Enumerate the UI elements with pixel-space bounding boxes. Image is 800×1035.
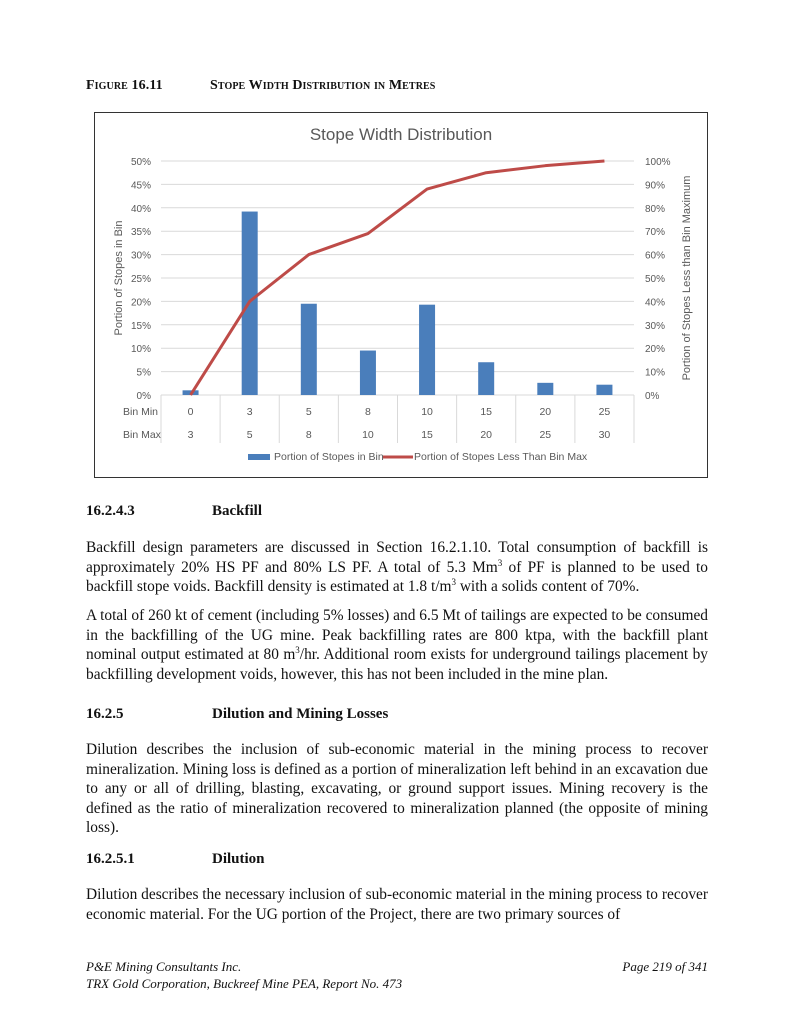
table-cell: 25 — [539, 429, 552, 441]
bar — [360, 351, 376, 395]
y-right-tick-label: 10% — [645, 367, 666, 379]
y-tick-label: 0% — [136, 391, 151, 402]
table-cell: 3 — [187, 429, 194, 441]
y-tick-label: 40% — [130, 203, 151, 215]
y-tick-label: 45% — [130, 180, 151, 192]
legend-line-label: Portion of Stopes Less Than Bin Max — [414, 451, 588, 463]
table-cell: 8 — [365, 406, 371, 418]
footer-page-number: Page 219 of 341 — [622, 959, 708, 974]
bar — [301, 304, 317, 395]
section-heading-dilution: 16.2.5.1 Dilution — [86, 851, 265, 867]
table-cell: 3 — [246, 406, 253, 418]
y-tick-label: 10% — [130, 344, 151, 356]
bar — [478, 362, 494, 395]
table-cell: 10 — [362, 429, 374, 441]
figure-caption — [86, 78, 435, 94]
table-cell: 10 — [421, 406, 433, 418]
y-right-tick-label: 60% — [645, 250, 666, 262]
paragraph-backfill-1: Backfill design parameters are discussed in Section 16.2.1.10. Total consumption of backfill is approximately 20% HS PF and 80% LS PF. A total of 5.3 Mm$^3$ of PF is planned to be used to backfill stope voids. Backfill density is estimated at 1.8 $t/m^3$ with a solids content of 70%. — [86, 539, 709, 596]
table-row-label: Bin Max — [123, 429, 161, 441]
table-cell: 20 — [480, 429, 493, 441]
bar — [596, 385, 612, 395]
y-tick-label: 35% — [130, 227, 151, 239]
y-tick-label: 50% — [130, 157, 151, 168]
y-right-axis-title: Portion of Stopes Less than Bin Maximum — [681, 175, 693, 381]
figure-number: Figure 16.11 — [86, 78, 163, 93]
y-right-tick-label: 50% — [645, 274, 666, 285]
paragraph-dilution: Dilution describes the necessary inclusion of sub-economic material in the mining process to recover economic material. For the UG portion of the Project, there are two primary sources of — [86, 886, 708, 923]
table-cell: 5 — [305, 406, 312, 418]
y-right-tick-label: 0% — [645, 391, 660, 402]
y-tick-label: 25% — [130, 274, 151, 285]
bar — [419, 305, 435, 395]
table-cell: 15 — [480, 406, 493, 418]
section-heading-dilution-losses: 16.2.5 Dilution and Mining Losses — [86, 706, 389, 722]
footer-report: TRX Gold Corporation, Buckreef Mine PEA, Report No. 473 — [86, 976, 403, 991]
table-cell: 8 — [305, 429, 312, 441]
y-right-tick-label: 70% — [645, 227, 666, 239]
section-heading-backfill: 16.2.4.3 Backfill — [86, 503, 263, 519]
y-tick-label: 15% — [130, 320, 151, 332]
footer-company: P&E Mining Consultants Inc. — [86, 959, 242, 974]
table-cell: 25 — [598, 406, 611, 418]
y-right-tick-label: 40% — [645, 297, 666, 309]
y-right-tick-label: 20% — [645, 344, 666, 356]
legend-bar-swatch — [248, 454, 270, 460]
table-cell: 15 — [421, 429, 433, 441]
page-footer — [86, 958, 708, 992]
y-tick-label: 5% — [136, 367, 151, 379]
y-tick-label: 30% — [130, 250, 151, 262]
chart-title: Stope Width Distribution — [309, 125, 493, 144]
y-right-tick-label: 90% — [645, 180, 666, 192]
figure-title: Stope Width Distribution in Metres — [210, 78, 436, 93]
table-row-label: Bin Min — [123, 406, 159, 418]
legend-bar-label: Portion of Stopes in Bin — [274, 451, 384, 463]
table-cell: 20 — [539, 406, 552, 418]
bar — [537, 383, 553, 395]
y-axis-title: Portion of Stopes in Bin — [113, 220, 125, 336]
table-cell: 5 — [246, 429, 253, 441]
table-cell: 0 — [187, 406, 194, 418]
stope-width-chart — [94, 112, 708, 478]
y-right-tick-label: 100% — [645, 157, 671, 168]
y-right-tick-label: 80% — [645, 203, 666, 215]
table-cell: 30 — [598, 429, 611, 441]
chart-canvas — [95, 113, 707, 477]
paragraph-backfill-2: A total of 260 kt of cement (including 5% losses) and 6.5 Mt of tailings are expected to be consumed in the backfilling of the UG mine. Peak backfilling rates are 800 ktpa, with the backfill plant nominal output estimated at 80 $m^3/hr$. Additional room exists for underground tailings placement by backfilling development voids, however, this has not been included in the mine plan. — [86, 607, 708, 683]
paragraph-dilution-losses: Dilution describes the inclusion of sub-economic material in the mining process to recover mineralization. Mining loss is defined as a portion of mineralization left behind in an excavation due to any or all of drilling, blasting, excavating, or ground support issues. Mining recovery is the defined as the ratio of mineralization recovered to mineralization planned (the opposite of mining loss). — [86, 741, 708, 837]
y-tick-label: 20% — [130, 297, 151, 309]
y-right-tick-label: 30% — [645, 320, 666, 332]
